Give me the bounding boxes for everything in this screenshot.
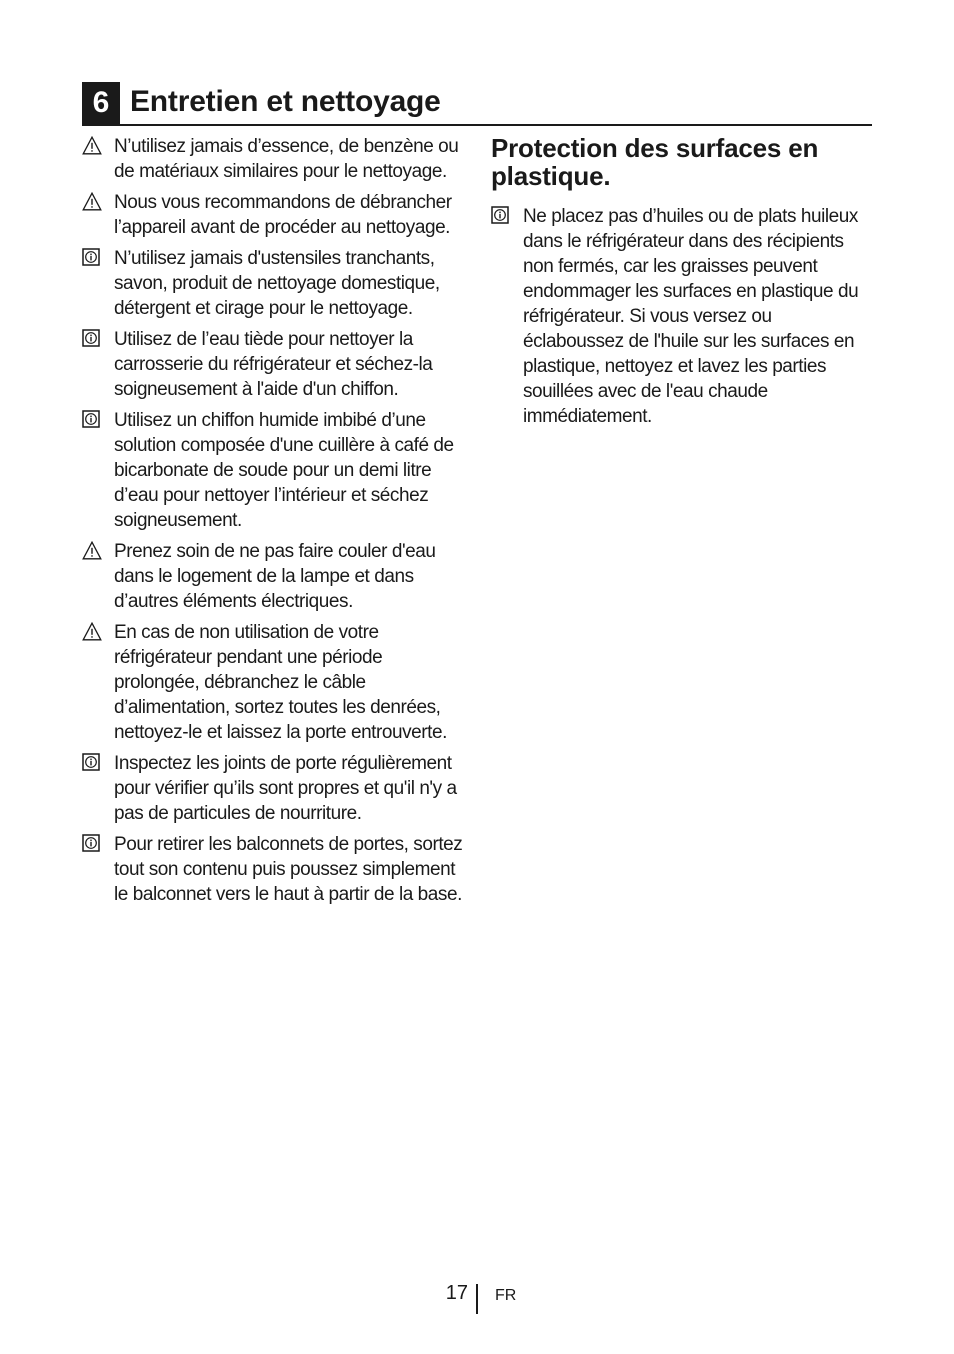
section-number: 6 (82, 82, 120, 124)
item-text: Inspectez les joints de porte régulièrement pour vérifier qu’ils sont propres et qu'il n'y a pas de particules de nourriture. (114, 753, 457, 824)
item-text: Utilisez un chiffon humide imbibé d’une solution composée d'une cuillère à café de bicarbonate de soude pour un demi litre d’eau pour nettoyer l’intérieur et séchez soigneusement. (114, 410, 454, 531)
right-column (491, 134, 871, 435)
list-item (82, 327, 467, 402)
list-item (82, 832, 467, 907)
list-item (82, 539, 467, 614)
item-text: Ne placez pas d’huiles ou de plats huileux dans le réfrigérateur dans des récipients non fermés, car les graisses peuvent endommager les surfaces en plastique du réfrigérateur. Si vous versez ou éclaboussez de l'huile sur les surfaces en plastique, nettoyez et lavez les parties souillées avec de l'eau chaude immédiatement. (523, 206, 859, 427)
info-icon (82, 329, 102, 349)
item-text: Prenez soin de ne pas faire couler d'eau dans le logement de la lampe et dans d’autres éléments électriques. (114, 541, 436, 612)
item-text: N’utilisez jamais d’essence, de benzène ou de matériaux similaires pour le nettoyage. (114, 136, 459, 182)
warning-icon (82, 192, 102, 212)
list-item (82, 134, 467, 184)
warning-icon (82, 136, 102, 156)
left-column (82, 134, 467, 913)
warning-icon (82, 541, 102, 561)
warning-icon (82, 622, 102, 642)
item-text: N’utilisez jamais d'ustensiles tranchants, savon, produit de nettoyage domestique, détergent et cirage pour le nettoyage. (114, 248, 440, 319)
subsection-heading: Protection des surfaces en plastique. (491, 133, 819, 191)
list-item (82, 751, 467, 826)
list-item (82, 246, 467, 321)
item-text: Nous vous recommandons de débrancher l’appareil avant de procéder au nettoyage. (114, 192, 452, 238)
language-code: FR (495, 1287, 517, 1304)
info-icon (491, 206, 511, 226)
item-text: Pour retirer les balconnets de portes, sortez tout son contenu puis poussez simplement le balconnet vers le haut à partir de la base. (114, 834, 463, 905)
footer-divider (476, 1284, 478, 1314)
info-icon (82, 410, 102, 430)
info-icon (82, 834, 102, 854)
section-title: Entretien et nettoyage (130, 85, 441, 118)
info-icon (82, 753, 102, 773)
list-item (82, 190, 467, 240)
item-text: En cas de non utilisation de votre réfrigérateur pendant une période prolongée, débranchez le câble d’alimentation, sortez toutes les denrées, nettoyez-le et laissez la porte entrouverte. (114, 622, 447, 743)
page-number: 17 (445, 1282, 468, 1304)
section-header (82, 82, 872, 126)
subsection-items (491, 204, 871, 429)
list-item (82, 408, 467, 533)
info-icon (82, 248, 102, 268)
item-text: Utilisez de l’eau tiède pour nettoyer la carrosserie du réfrigérateur et séchez-la soigneusement à l'aide d'un chiffon. (114, 329, 433, 400)
list-item (82, 620, 467, 745)
list-item (491, 204, 871, 429)
